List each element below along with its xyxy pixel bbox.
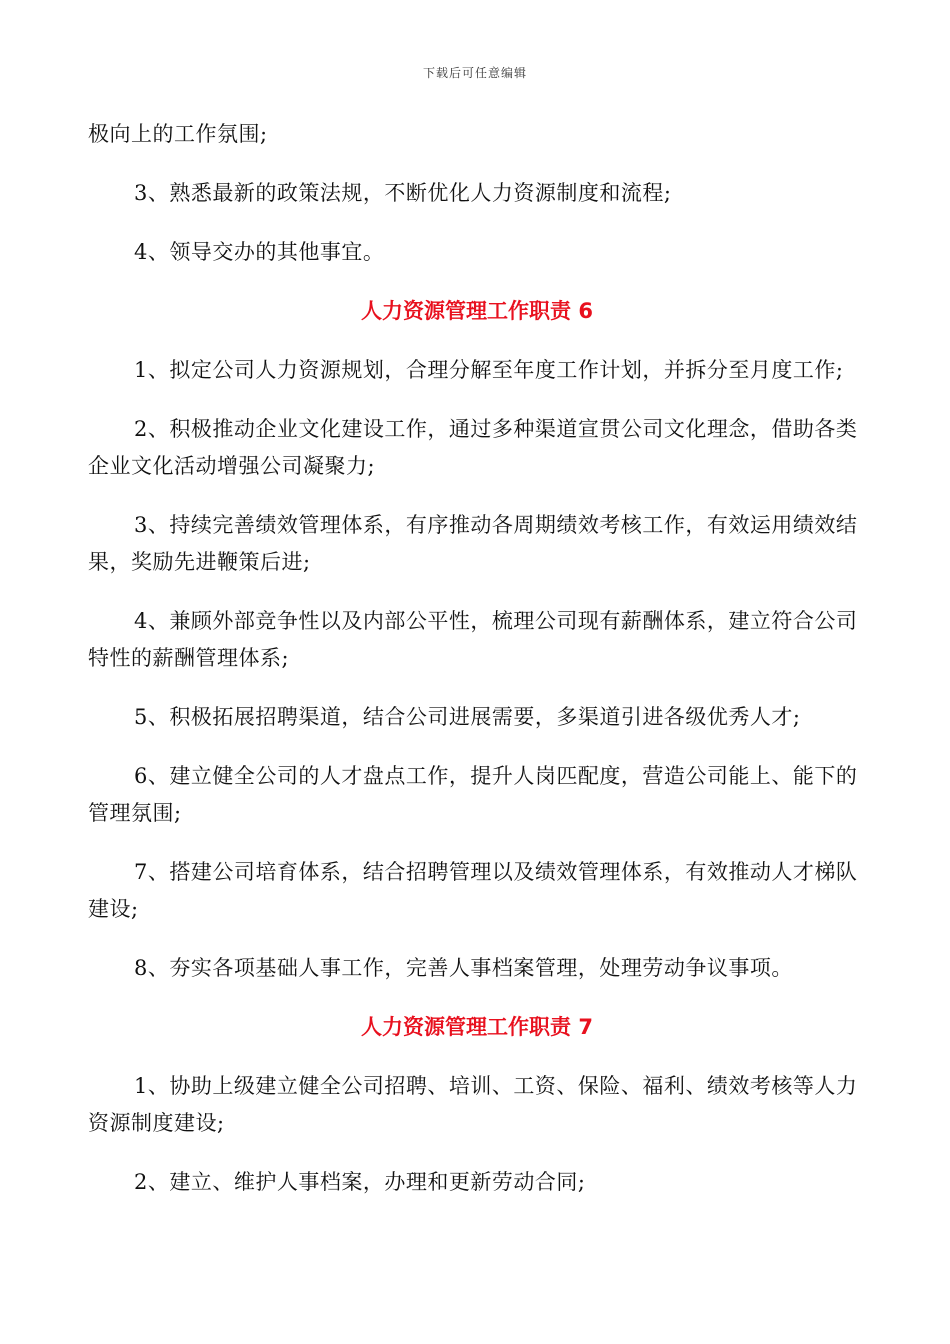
- paragraph: 3、熟悉最新的政策法规，不断优化人力资源制度和流程;: [134, 181, 672, 205]
- paragraph: 2、建立、维护人事档案，办理和更新劳动合同;: [134, 1170, 586, 1194]
- paragraph: 极向上的工作氛围;: [88, 122, 268, 146]
- paragraph: 6、建立健全公司的人才盘点工作，提升人岗匹配度，营造公司能上、能下的管理氛围;: [88, 764, 858, 825]
- paragraph: 1、拟定公司人力资源规划，合理分解至年度工作计划，并拆分至月度工作;: [134, 358, 844, 382]
- page-header-note: 下载后可任意编辑: [422, 66, 527, 80]
- paragraph: 4、兼顾外部竞争性以及内部公平性，梳理公司现有薪酬体系，建立符合公司特性的薪酬管理体系;: [88, 609, 858, 670]
- paragraph: 2、积极推动企业文化建设工作，通过多种渠道宣贯公司文化理念，借助各类企业文化活动增强公司凝聚力;: [88, 417, 858, 478]
- paragraph: 3、持续完善绩效管理体系，有序推动各周期绩效考核工作，有效运用绩效结果，奖励先进鞭策后进;: [88, 513, 858, 574]
- paragraph: 1、协助上级建立健全公司招聘、培训、工资、保险、福利、绩效考核等人力资源制度建设;: [88, 1074, 858, 1135]
- paragraph: 4、领导交办的其他事宜。: [134, 240, 385, 264]
- section-heading: 人力资源管理工作职责 6: [361, 299, 593, 323]
- paragraph: 7、搭建公司培育体系，结合招聘管理以及绩效管理体系，有效推动人才梯队建设;: [88, 860, 858, 921]
- paragraph: 5、积极拓展招聘渠道，结合公司进展需要，多渠道引进各级优秀人才;: [134, 705, 801, 729]
- section-heading: 人力资源管理工作职责 7: [361, 1015, 593, 1039]
- paragraph: 8、夯实各项基础人事工作，完善人事档案管理，处理劳动争议事项。: [134, 956, 793, 980]
- document-body: [88, 116, 866, 1223]
